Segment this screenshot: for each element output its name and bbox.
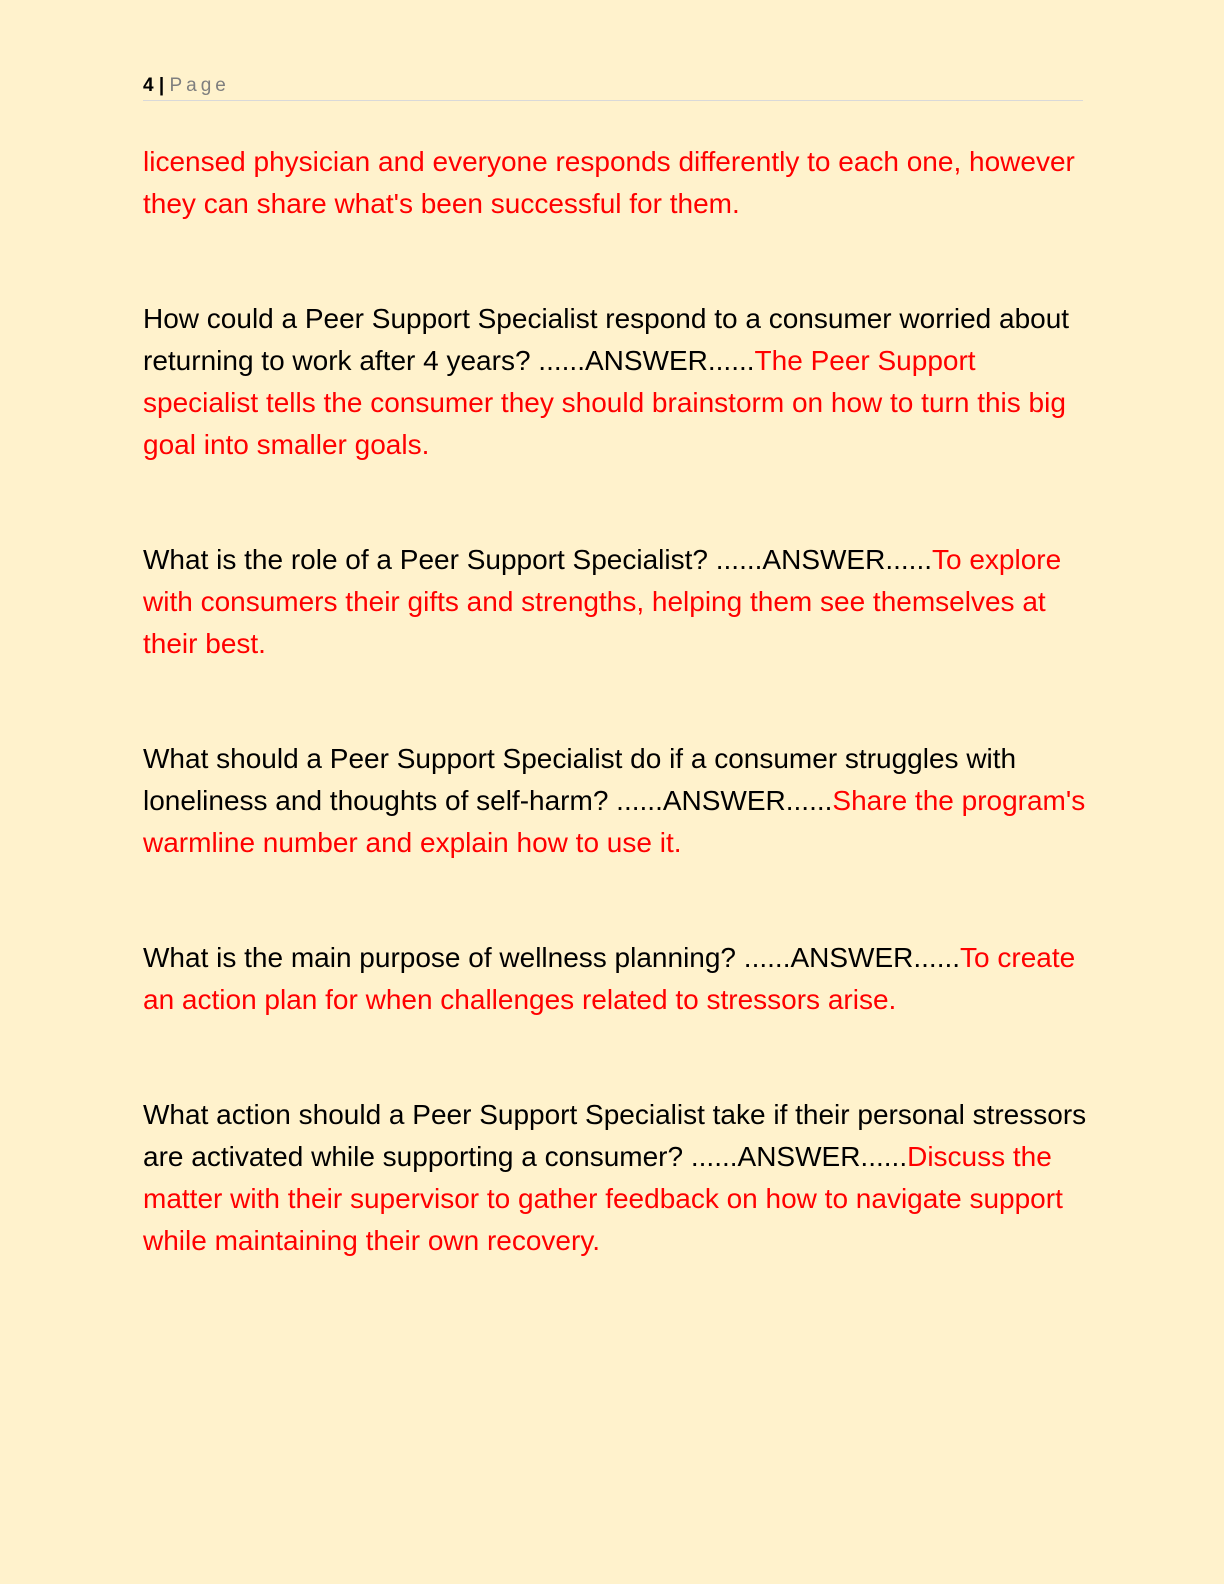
answer-text: Share the program's warmline number and explain how to use it.: [143, 785, 1086, 858]
page-label: Page: [169, 75, 230, 96]
answer-text: Discuss the matter with their supervisor to gather feedback on how to navigate support while maintaining their own recovery.: [143, 1141, 1063, 1256]
answer-text: To create an action plan for when challenges related to stressors arise.: [143, 942, 1076, 1015]
question-text: What action should a Peer Support Specialist take if their personal stressors are activated while supporting a consumer?: [143, 1099, 1087, 1172]
answer-marker: ......ANSWER......: [538, 345, 755, 376]
question-text: What is the role of a Peer Support Specialist?: [143, 544, 716, 575]
page-header: [143, 72, 1083, 101]
qa-item-3: [143, 738, 1088, 864]
qa-item-1: [143, 298, 1088, 466]
document-body: [143, 141, 1088, 1335]
page-number: 4: [143, 75, 154, 96]
question-text: What should a Peer Support Specialist do if a consumer struggles with loneliness and thoughts of self-harm?: [143, 743, 1017, 816]
answer-marker: ......ANSWER......: [743, 942, 961, 973]
answer-text: To explore with consumers their gifts and strengths, helping them see themselves at their best.: [143, 544, 1062, 659]
qa-item-2: [143, 539, 1088, 665]
answer-text: The Peer Support specialist tells the consumer they should brainstorm on how to turn this big goal into smaller goals.: [143, 345, 1066, 460]
question-text: How could a Peer Support Specialist respond to a consumer worried about returning to work after 4 years?: [143, 303, 1070, 376]
continuation-answer: licensed physician and everyone responds differently to each one, however they can share what's been successful for them.: [143, 146, 1075, 219]
answer-marker: ......ANSWER......: [616, 785, 833, 816]
qa-item-4: [143, 937, 1088, 1021]
question-text: What is the main purpose of wellness planning?: [143, 942, 744, 973]
qa-item-5: [143, 1094, 1088, 1262]
answer-marker: ......ANSWER......: [690, 1141, 908, 1172]
page-separator: |: [158, 75, 165, 96]
answer-marker: ......ANSWER......: [715, 544, 932, 575]
